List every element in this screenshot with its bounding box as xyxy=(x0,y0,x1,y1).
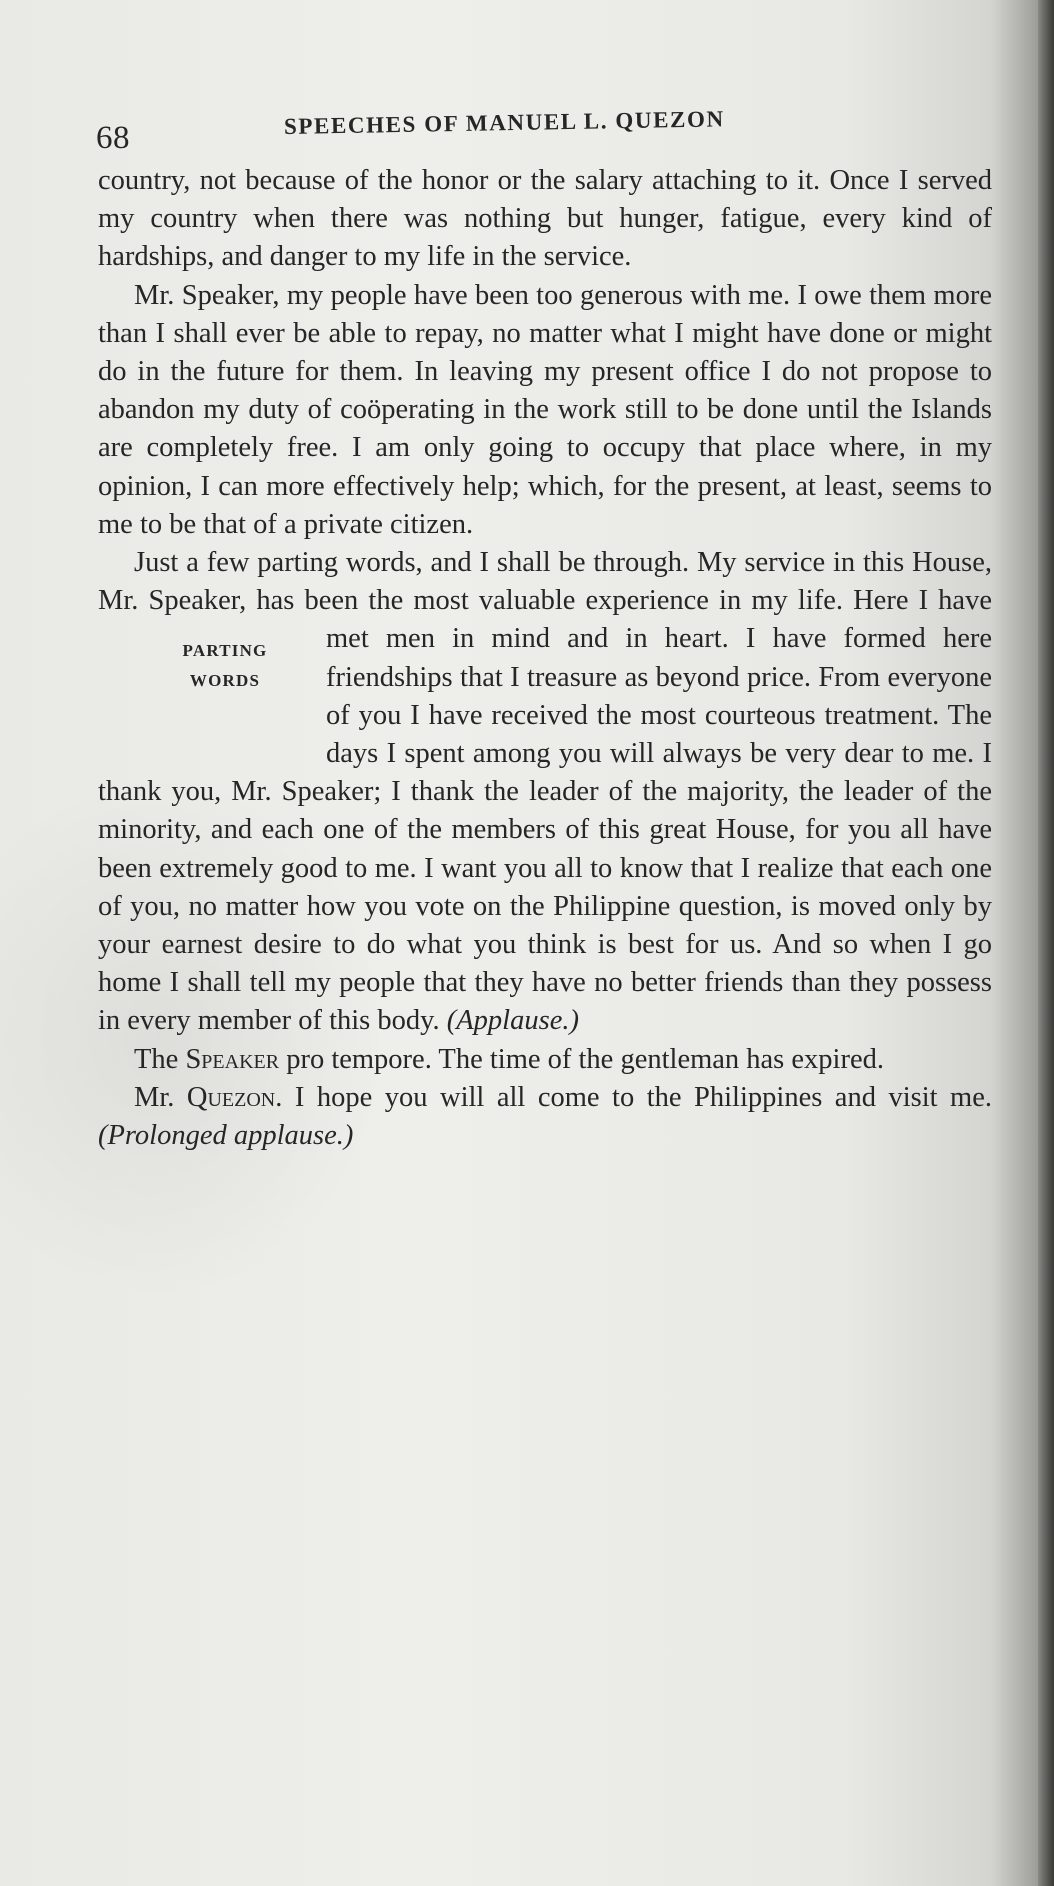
speaker-name: Speaker xyxy=(185,1043,280,1075)
paragraph-text: Mr. xyxy=(134,1081,187,1113)
page-header xyxy=(96,106,986,160)
paragraph-text: pro tempore. The time of the gentleman has expired. xyxy=(279,1043,884,1075)
page-number: 68 xyxy=(96,120,130,156)
paragraph-text: The xyxy=(134,1043,186,1075)
stage-direction: (Prolonged applause.) xyxy=(98,1120,354,1152)
stage-direction: (Applause.) xyxy=(446,1005,579,1037)
paragraph xyxy=(98,1079,992,1155)
paragraph-text: . I hope you will all come to the Philippines and visit me. xyxy=(275,1081,992,1113)
body-text xyxy=(98,162,992,1155)
margin-note-line: PARTING xyxy=(182,641,268,661)
paragraph: country, not because of the honor or the salary attaching to it. Once I served my country when there was nothing but hunger, fatigue, every kind of hardships, and danger to my life in the service. xyxy=(98,165,992,273)
paragraph-text: mind and in heart. I have formed here friendships that I treasure as beyond price. From everyone of you I have received the most courteous treatment. The days I spent among you will always be very dear to me. I thank you, Mr. Speaker; I thank the leader of the majority, the leader of the minority, and each one of the members of this great House, for you all have been extremely good to me. I want you all to know that I realize that each one of you, no matter how you vote on the Philippine question, is moved only by your earnest desire to do what you think is best for us. And so when I go home I shall tell my people that they have no better friends than they possess in every member of this body. xyxy=(98,623,992,1037)
paragraph xyxy=(98,1041,992,1079)
paragraph-text: Just a few parting words, and I shall be through. My service in this House, Mr. Speaker, has been the most valuable experience in my life. Here I have met men in xyxy=(98,547,992,655)
margin-note xyxy=(98,628,316,738)
paragraph-with-sidenote xyxy=(98,544,992,1041)
running-head: SPEECHES OF MANUEL L. QUEZON xyxy=(283,106,725,139)
margin-note-line: WORDS xyxy=(189,671,261,691)
paragraph: Mr. Speaker, my people have been too generous with me. I owe them more than I shall ever be able to repay, no matter what I might have done or might do in the future for them. In leaving my present office I do not propose to abandon my duty of coöperating in the work still to be done until the Islands are completely free. I am only going to occupy that place where, in my opinion, I can more effectively help; which, for the present, at least, seems to me to be that of a private citizen. xyxy=(98,279,992,540)
speaker-name: Quezon xyxy=(186,1081,276,1113)
